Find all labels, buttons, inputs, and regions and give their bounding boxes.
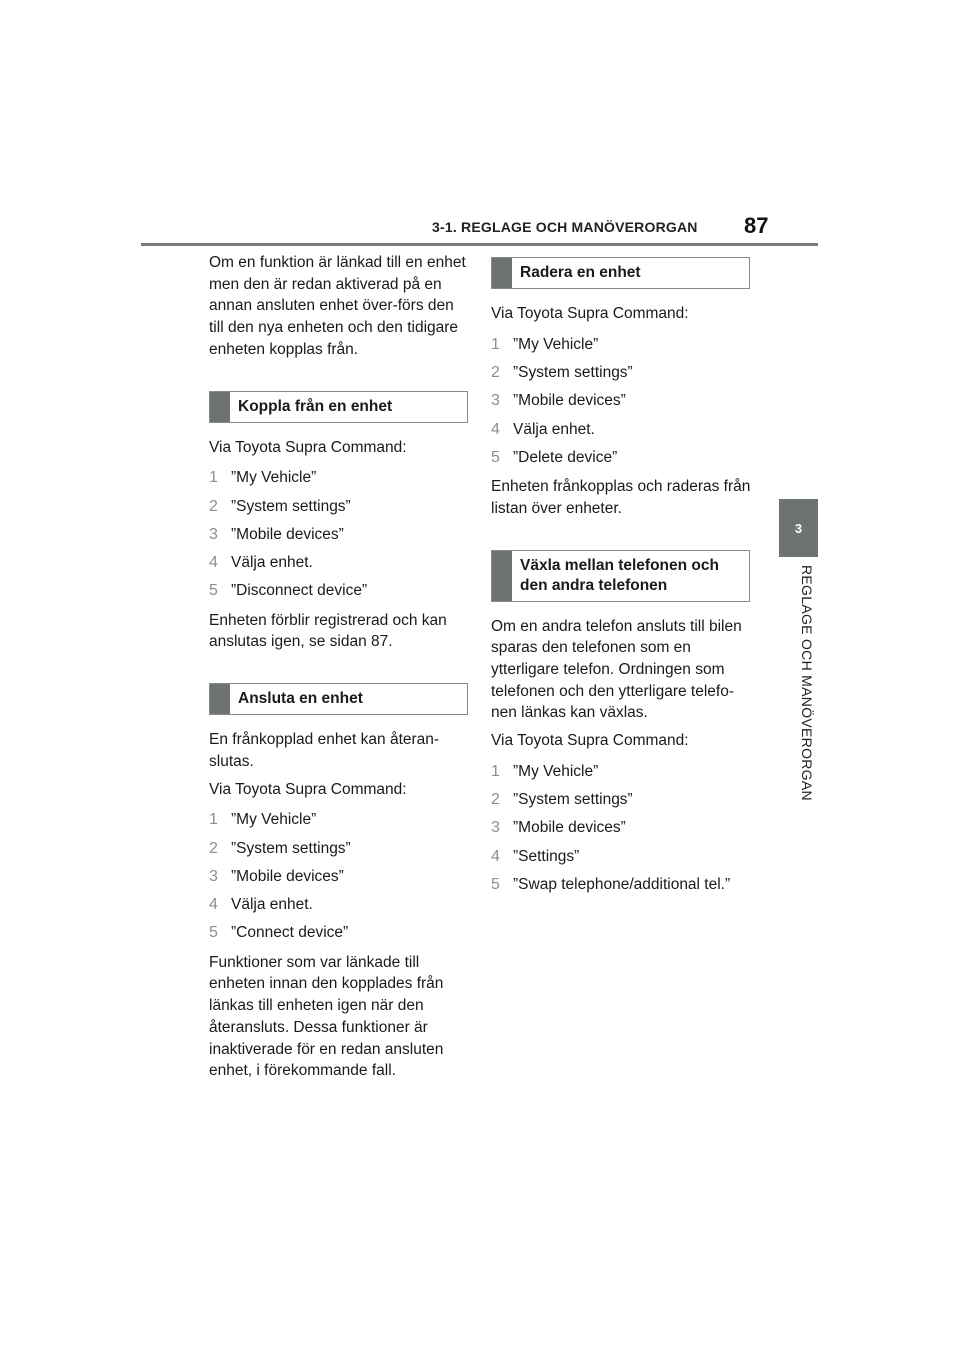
chapter-label: REGLAGE OCH MANÖVERORGAN — [799, 565, 815, 801]
list-item — [491, 871, 753, 899]
step-text: ”Mobile devices” — [513, 819, 626, 837]
heading-text: Ansluta en enhet — [238, 690, 363, 708]
step-text: ”Delete device” — [513, 448, 618, 466]
step-number: 3 — [209, 525, 218, 543]
list-item — [491, 416, 753, 444]
heading-bar — [210, 684, 230, 714]
step-text: ”Disconnect device” — [231, 582, 368, 600]
heading-text: Radera en enhet — [520, 264, 641, 281]
step-number: 4 — [491, 847, 500, 865]
list-item — [491, 359, 753, 387]
intro-paragraph: En frånkopplad enhet kan återan-slutas. — [209, 731, 440, 770]
step-number: 5 — [209, 924, 218, 942]
list-item — [209, 549, 471, 577]
list-item — [491, 786, 753, 814]
step-number: 4 — [491, 420, 500, 438]
intro-paragraph: Om en andra telefon ansluts till bilen sparas den telefonen som en ytterligare telefon. Ordningen som telefonen och den ytterligare telefo-nen länkas kan växlas. — [491, 617, 742, 722]
heading-bar — [210, 392, 230, 422]
step-number: 2 — [491, 791, 500, 809]
list-item — [491, 814, 753, 842]
step-list — [491, 331, 753, 472]
step-text: Välja enhet. — [231, 896, 313, 914]
step-text: ”System settings” — [513, 364, 633, 381]
step-text: ”My Vehicle” — [513, 335, 599, 353]
step-list — [491, 758, 753, 899]
step-text: ”My Vehicle” — [231, 469, 317, 487]
list-item — [491, 331, 753, 359]
step-number: 3 — [491, 819, 500, 837]
step-text: ”System settings” — [513, 791, 633, 809]
list-item — [209, 919, 471, 947]
list-item — [209, 806, 471, 834]
heading-bar — [492, 551, 512, 601]
step-text: ”My Vehicle” — [231, 811, 317, 829]
section-heading-swap — [491, 550, 750, 602]
step-text: ”Connect device” — [231, 924, 349, 942]
step-text: ”Swap telephone/additional tel.” — [513, 876, 731, 893]
via-text: Via Toyota Supra Command: — [491, 305, 689, 322]
step-number: 5 — [491, 876, 500, 893]
step-text: ”System settings” — [231, 839, 351, 857]
step-number: 4 — [209, 554, 218, 572]
step-text: Välja enhet. — [513, 420, 595, 438]
section-heading-disconnect — [209, 391, 468, 423]
heading-text: Växla mellan telefonen och den andra telefonen — [520, 556, 719, 594]
step-number: 1 — [209, 469, 218, 487]
step-number: 2 — [209, 497, 218, 515]
after-paragraph: Funktioner som var länkade till enheten innan den kopplades från länkas till enheten igen när den återansluts. Dessa funktioner är inaktiverade för en redan ansluten enhet, i förekommande fall. — [209, 953, 444, 1080]
step-number: 1 — [491, 762, 500, 780]
step-text: ”Mobile devices” — [231, 525, 344, 543]
list-item — [209, 835, 471, 863]
step-number: 5 — [491, 448, 500, 466]
chapter-tab: 3 — [779, 499, 818, 557]
step-number: 3 — [209, 867, 218, 885]
step-number: 2 — [491, 364, 500, 381]
step-number: 2 — [209, 839, 218, 857]
list-item — [209, 891, 471, 919]
list-item — [491, 758, 753, 786]
list-item — [209, 863, 471, 891]
header-rule — [141, 243, 818, 246]
step-number: 1 — [491, 335, 500, 353]
via-text: Via Toyota Supra Command: — [491, 732, 689, 750]
step-number: 4 — [209, 896, 218, 914]
list-item — [491, 444, 753, 472]
step-number: 5 — [209, 582, 218, 600]
step-list — [209, 806, 471, 947]
after-paragraph: Enheten förblir registrerad och kan anslutas igen, se sidan 87. — [209, 611, 447, 651]
list-item — [491, 387, 753, 415]
intro-paragraph: Om en funktion är länkad till en enhet men den är redan aktiverad på en annan ansluten enhet över-förs den till den nya enheten och den tidigare enheten kopplas från. — [209, 254, 466, 358]
section-heading-delete — [491, 257, 750, 289]
list-item — [209, 577, 471, 605]
section-title: 3-1. REGLAGE OCH MANÖVERORGAN — [432, 219, 698, 235]
list-item — [491, 843, 753, 871]
list-item — [209, 493, 471, 521]
step-text: ”Mobile devices” — [231, 867, 344, 885]
step-text: Välja enhet. — [231, 554, 313, 572]
left-column — [209, 252, 471, 1088]
via-text: Via Toyota Supra Command: — [209, 780, 407, 798]
step-text: ”Mobile devices” — [513, 392, 626, 410]
list-item — [209, 521, 471, 549]
step-text: ”System settings” — [231, 497, 351, 515]
step-number: 3 — [491, 392, 500, 410]
page-number: 87 — [744, 213, 769, 238]
via-text: Via Toyota Supra Command: — [209, 438, 407, 456]
step-text: ”Settings” — [513, 847, 580, 865]
heading-bar — [492, 258, 512, 288]
step-number: 1 — [209, 811, 218, 829]
after-paragraph: Enheten frånkopplas och raderas från listan över enheter. — [491, 478, 751, 517]
step-list — [209, 464, 471, 605]
right-column — [491, 252, 753, 903]
step-text: ”My Vehicle” — [513, 762, 599, 780]
heading-text: Koppla från en enhet — [238, 397, 393, 415]
list-item — [209, 464, 471, 492]
section-heading-connect — [209, 683, 468, 715]
